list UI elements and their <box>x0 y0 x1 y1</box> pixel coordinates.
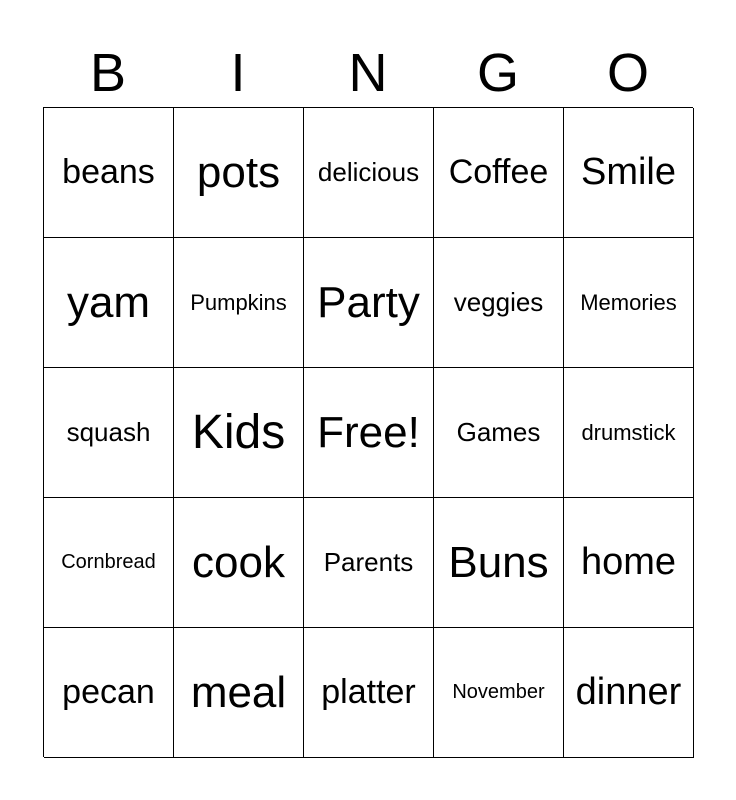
bingo-cell[interactable]: cook <box>174 498 304 628</box>
bingo-cell[interactable]: meal <box>174 628 304 758</box>
bingo-cell[interactable]: beans <box>44 108 174 238</box>
bingo-cell[interactable]: Coffee <box>434 108 564 238</box>
bingo-grid <box>43 107 693 757</box>
bingo-cell[interactable]: November <box>434 628 564 758</box>
header-letter-b: B <box>89 43 127 103</box>
bingo-cell[interactable]: Pumpkins <box>174 238 304 368</box>
bingo-cell[interactable]: Cornbread <box>44 498 174 628</box>
bingo-header <box>43 40 693 106</box>
bingo-cell[interactable]: yam <box>44 238 174 368</box>
header-letter-i: I <box>230 43 246 103</box>
bingo-cell[interactable]: pecan <box>44 628 174 758</box>
bingo-cell[interactable]: Free! <box>304 368 434 498</box>
bingo-cell[interactable]: dinner <box>564 628 694 758</box>
bingo-cell[interactable]: Smile <box>564 108 694 238</box>
bingo-cell[interactable]: Parents <box>304 498 434 628</box>
header-letter-g: G <box>476 43 519 103</box>
bingo-cell[interactable]: Party <box>304 238 434 368</box>
bingo-cell[interactable]: pots <box>174 108 304 238</box>
bingo-cell[interactable]: home <box>564 498 694 628</box>
header-letter-n: N <box>348 43 388 103</box>
bingo-cell[interactable]: squash <box>44 368 174 498</box>
header-letter-o: O <box>606 43 649 103</box>
bingo-cell[interactable]: Kids <box>174 368 304 498</box>
bingo-cell[interactable]: veggies <box>434 238 564 368</box>
bingo-cell[interactable]: Memories <box>564 238 694 368</box>
bingo-cell[interactable]: Games <box>434 368 564 498</box>
bingo-cell[interactable]: delicious <box>304 108 434 238</box>
bingo-cell[interactable]: drumstick <box>564 368 694 498</box>
bingo-cell[interactable]: platter <box>304 628 434 758</box>
bingo-cell[interactable]: Buns <box>434 498 564 628</box>
